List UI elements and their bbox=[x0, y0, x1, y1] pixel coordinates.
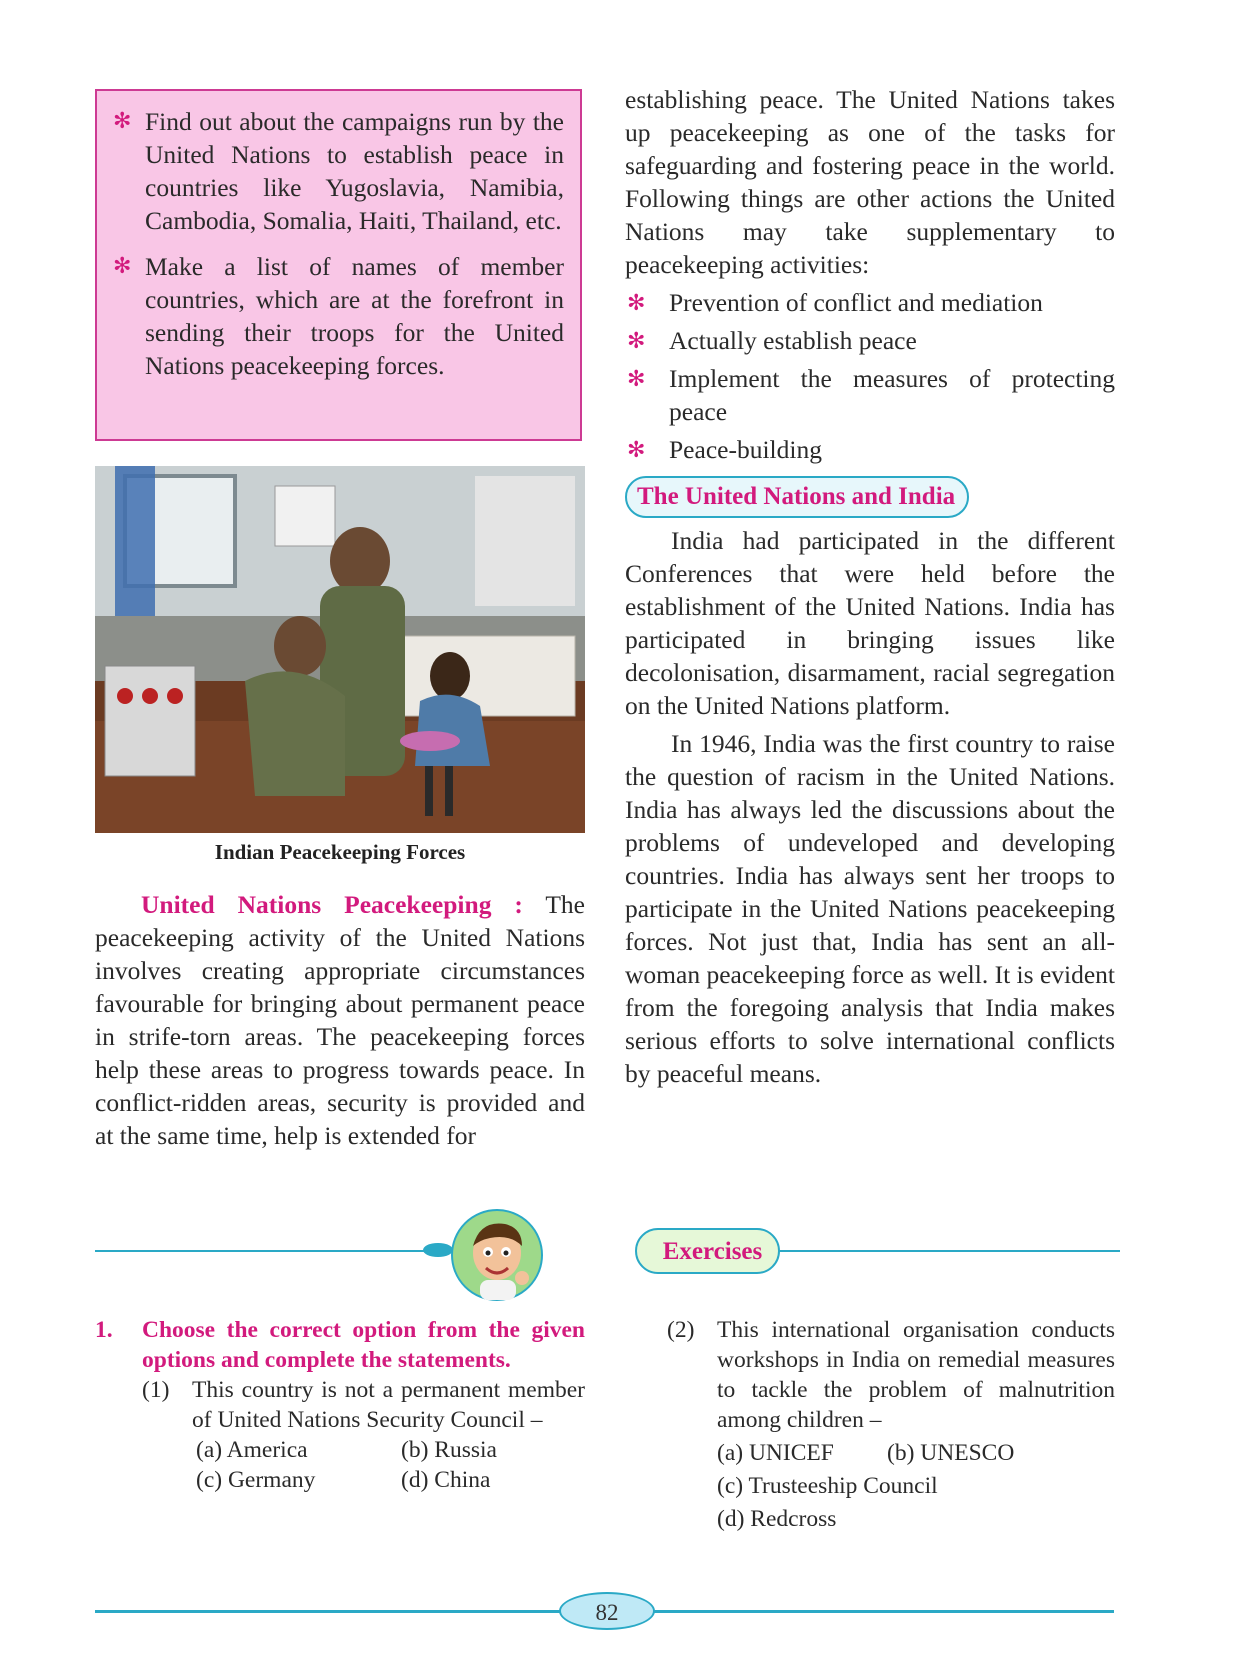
question-1-row bbox=[95, 1315, 585, 1375]
sub-question-1-options bbox=[196, 1435, 585, 1495]
list-item bbox=[625, 324, 1115, 357]
list-item-text: Prevention of conflict and mediation bbox=[669, 288, 1043, 317]
sub-question-text: This country is not a permanent member of United Nations Security Council – bbox=[192, 1377, 585, 1433]
question-text: Choose the correct option from the given options and complete the statements. bbox=[142, 1317, 585, 1373]
india-paragraph-2: In 1946, India was the first country to raise the question of racism in the United Nations. India has always led the discussions about the problems of undeveloped and developing countries. India has always sent her troops to participate in the United Nations peacekeeping forces. Not just that, India has sent an all-woman peacekeeping force as well. It is evident from the foregoing analysis that India makes serious efforts to solve international conflicts by peaceful means. bbox=[625, 729, 1115, 1088]
list-item-text: Actually establish peace bbox=[669, 326, 917, 355]
divider-line bbox=[95, 1250, 425, 1252]
asterisk-bullet-icon: ✻ bbox=[113, 254, 132, 279]
asterisk-bullet-icon: ✻ bbox=[627, 291, 646, 316]
india-paragraph-1: India had participated in the different Conferences that were held before the establishment of the United Nations. India has participated in bringing issues like decolonisation, disarmament, racial segregation on the United Nations platform. bbox=[625, 526, 1115, 720]
list-item bbox=[625, 362, 1115, 428]
footer-rule bbox=[95, 1610, 560, 1613]
option-b[interactable]: (b) Russia bbox=[401, 1437, 497, 1463]
sub-question-text: This international organisation conducts workshops in India on remedial measures to tackle the problem of malnutrition among children – bbox=[717, 1317, 1115, 1433]
peacekeeping-heading: United Nations Peacekeeping : bbox=[141, 890, 523, 919]
exercise-question-1 bbox=[95, 1315, 585, 1495]
sub-question-2-row bbox=[667, 1315, 1115, 1435]
activity-item-text: Make a list of names of member countries, which are at the forefront in sending their troops for the United Nations peacekeeping forces. bbox=[145, 252, 564, 380]
boy-mascot-icon bbox=[450, 1208, 545, 1303]
option-d[interactable]: (d) China bbox=[401, 1467, 491, 1493]
photo-illustration bbox=[95, 466, 585, 833]
divider-end-icon bbox=[423, 1243, 453, 1257]
sub-question-number: (1) bbox=[142, 1377, 170, 1403]
activity-item-text: Find out about the campaigns run by the United Nations to establish peace in countries like Yugoslavia, Namibia, Cambodia, Somalia, Haiti, Thailand, etc. bbox=[145, 107, 564, 235]
option-b[interactable]: (b) UNESCO bbox=[887, 1440, 1015, 1466]
option-a[interactable]: (a) America bbox=[196, 1437, 308, 1463]
peacekeeping-paragraph bbox=[95, 888, 585, 1152]
right-column bbox=[625, 83, 1115, 1090]
sub-question-2-options bbox=[717, 1437, 1115, 1536]
list-item bbox=[625, 286, 1115, 319]
asterisk-bullet-icon: ✻ bbox=[113, 109, 132, 134]
option-a[interactable]: (a) UNICEF bbox=[717, 1440, 834, 1466]
sub-question-2 bbox=[667, 1315, 1115, 1536]
sub-question-number: (2) bbox=[667, 1317, 695, 1343]
list-item-text: Implement the measures of protecting peace bbox=[669, 364, 1115, 426]
list-item bbox=[625, 433, 1115, 466]
asterisk-bullet-icon: ✻ bbox=[627, 438, 646, 463]
option-c[interactable]: (c) Germany bbox=[196, 1467, 316, 1493]
activity-box bbox=[95, 89, 582, 441]
peacekeeping-photo bbox=[95, 466, 585, 833]
list-item-text: Peace-building bbox=[669, 435, 822, 464]
continuation-paragraph: establishing peace. The United Nations takes up peacekeeping as one of the tasks for safeguarding and fostering peace in the world. Following things are other actions the United Nations may take supplementary to peacekeeping activities: bbox=[625, 85, 1115, 279]
section-heading: The United Nations and India bbox=[625, 476, 969, 518]
sub-question-1 bbox=[142, 1375, 585, 1435]
peacekeeping-text: The peacekeeping activity of the United Nations involves creating appropriate circumstances favourable for bringing about permanent peace in strife-torn areas. The peacekeeping forces help these areas to progress towards peace. In conflict-ridden areas, security is provided and at the same time, help is extended for bbox=[95, 890, 585, 1150]
asterisk-bullet-icon: ✻ bbox=[627, 329, 646, 354]
question-number: 1. bbox=[95, 1317, 113, 1343]
activity-item bbox=[113, 105, 564, 237]
option-d[interactable]: (d) Redcross bbox=[717, 1506, 837, 1532]
peace-actions-list bbox=[625, 286, 1115, 466]
asterisk-bullet-icon: ✻ bbox=[627, 367, 646, 392]
activity-item bbox=[113, 250, 564, 382]
option-c[interactable]: (c) Trusteeship Council bbox=[717, 1473, 938, 1499]
page-number: 82 bbox=[559, 1592, 655, 1630]
photo-caption: Indian Peacekeeping Forces bbox=[214, 840, 466, 864]
exercises-banner bbox=[95, 1208, 1120, 1308]
footer-rule bbox=[654, 1610, 1114, 1613]
exercises-label: Exercises bbox=[635, 1228, 780, 1274]
